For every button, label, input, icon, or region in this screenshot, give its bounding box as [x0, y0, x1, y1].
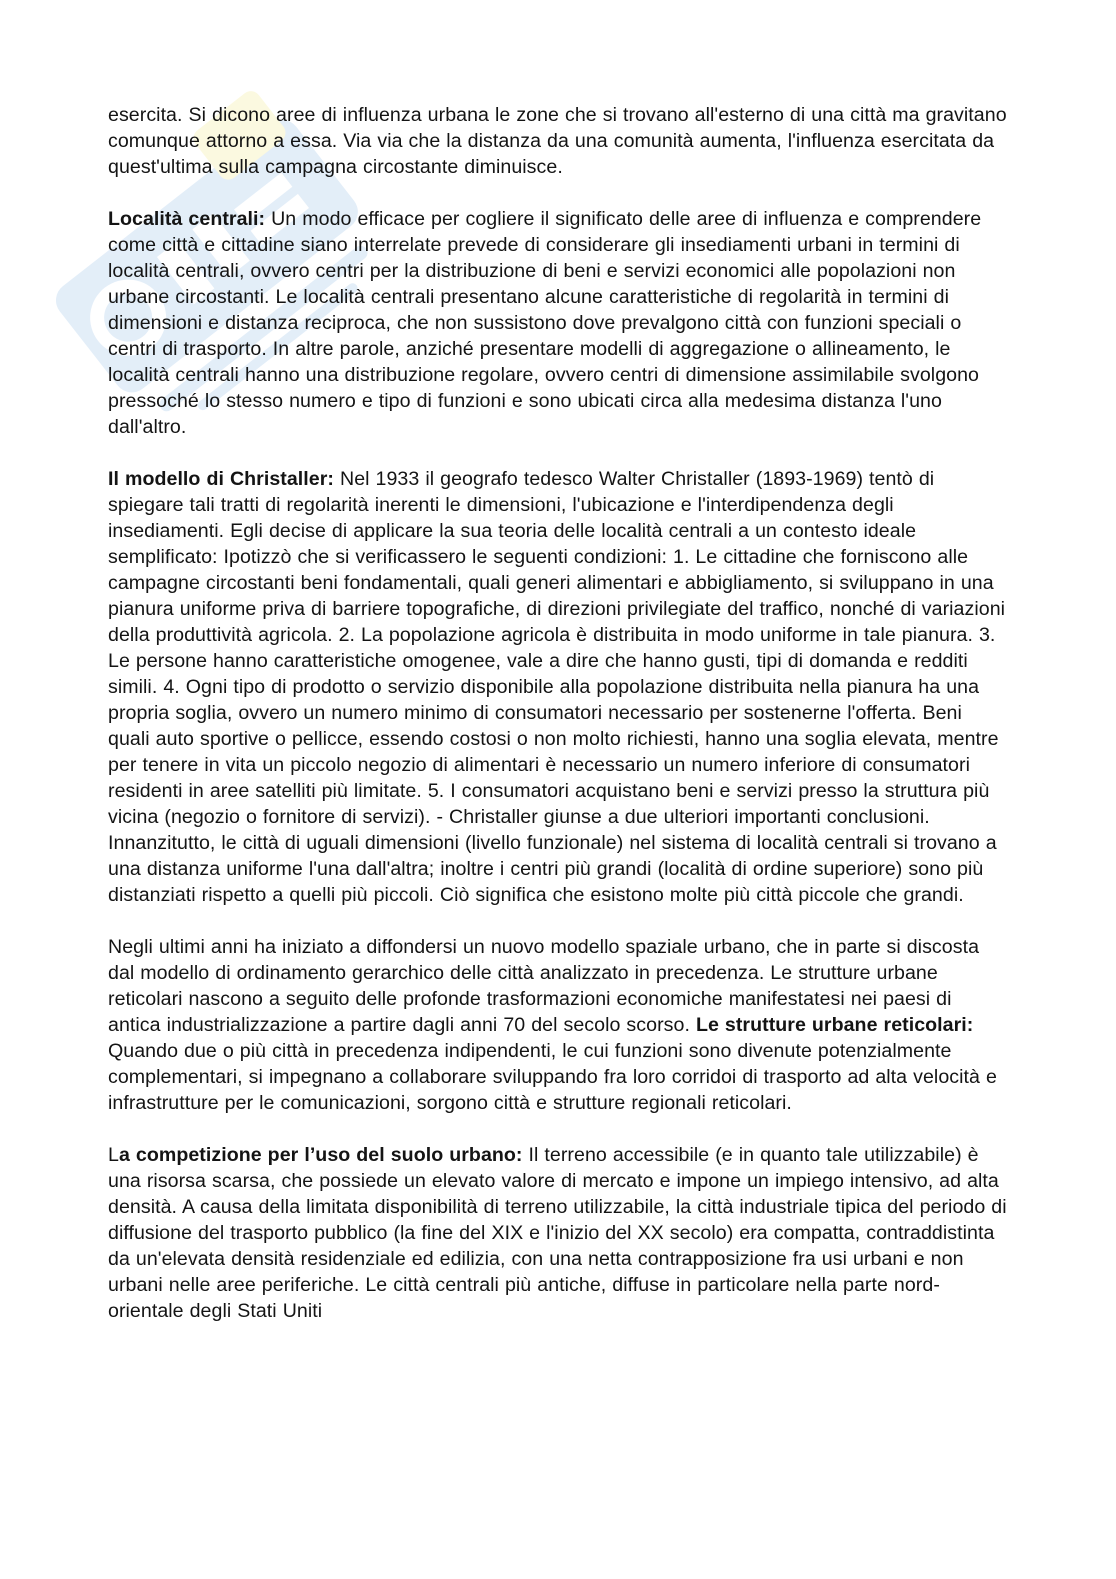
paragraph-localita-centrali	[108, 206, 1008, 440]
heading-christaller: Il modello di Christaller:	[108, 468, 334, 490]
document-body	[108, 102, 1008, 1350]
paragraph-competizione-suolo-text: Il terreno accessibile (e in quanto tale utilizzabile) è una risorsa scarsa, che possiede un elevato valore di mercato e impone un impiego intensivo, ad alta densità. A causa della limitata disponibilità di terreno utilizzabile, la città industriale tipica del periodo di diffusione del trasporto pubblico (la fine del XIX e l'inizio del XX secolo) era compatta, contraddistinta da un'elevata densità residenziale ed edilizia, con una netta contrapposizione fra usi urbani e non urbani nelle aree periferiche. Le città centrali più antiche, diffuse in particolare nella parte nord-orientale degli Stati Uniti	[108, 1144, 1007, 1322]
paragraph-strutture-intro-text: Negli ultimi anni ha iniziato a diffondersi un nuovo modello spaziale urbano, che in parte si discosta dal modello di ordinamento gerarchico delle città analizzato in precedenza. Le strutture urbane reticolari nascono a seguito delle profonde trasformazioni economiche manifestatesi nei paesi di antica industrializzazione a partire dagli anni 70 del secolo scorso.	[108, 936, 980, 1036]
paragraph-localita-centrali-text: Un modo efficace per cogliere il significato delle aree di influenza e comprendere come città e cittadine siano interrelate prevede di considerare gli insediamenti urbani in termini di località centrali, ovvero centri per la distribuzione di beni e servizi economici alle popolazioni non urbane circostanti. Le località centrali presentano alcune caratteristiche di regolarità in termini di dimensioni e distanza reciproca, che non sussistono dove prevalgono città con funzioni speciali o centri di trasporto. In altre parole, anziché presentare modelli di aggregazione o allineamento, le località centrali hanno una distribuzione regolare, ovvero centri di dimensione assimilabile svolgono pressoché lo stesso numero e tipo di funzioni e sono ubicati circa alla medesima distanza l'uno dall'altro.	[108, 208, 982, 438]
paragraph-influenza-text: esercita. Si dicono aree di influenza urbana le zone che si trovano all'esterno di una città ma gravitano comunque attorno a essa. Via via che la distanza da una comunità aumenta, l'influenza esercitata da quest'ultima sulla campagna circostante diminuisce.	[108, 104, 1007, 178]
paragraph-strutture-reticolari-text: Quando due o più città in precedenza indipendenti, le cui funzioni sono divenute potenzialmente complementari, si impegnano a collaborare sviluppando fra loro corridoi di trasporto ad alta velocità e infrastrutture per le comunicazioni, sorgono città e strutture regionali reticolari.	[108, 1040, 997, 1114]
heading-competizione-prefix: L	[108, 1144, 119, 1166]
heading-strutture-reticolari: Le strutture urbane reticolari:	[695, 1014, 974, 1036]
paragraph-christaller-text: Nel 1933 il geografo tedesco Walter Christaller (1893-1969) tentò di spiegare tali tratti di regolarità inerenti le dimensioni, l'ubicazione e l'interdipendenza degli insediamenti. Egli decise di applicare la sua teoria delle località centrali a un contesto ideale semplificato: Ipotizzò che si verificassero le seguenti condizioni: 1. Le cittadine che forniscono alle campagne circostanti beni fondamentali, quali generi alimentari e abbigliamento, si sviluppano in una pianura uniforme priva di barriere topografiche, di direzioni privilegiate del traffico, nonché di variazioni della produttività agricola. 2. La popolazione agricola è distribuita in modo uniforme in tale pianura. 3. Le persone hanno caratteristiche omogenee, vale a dire che hanno gusti, tipi di domanda e redditi simili. 4. Ogni tipo di prodotto o servizio disponibile alla popolazione distribuita nella pianura ha una propria soglia, ovvero un numero minimo di consumatori necessario per sostenerne l'offerta. Beni quali auto sportive o pellicce, essendo costosi o non molto richiesti, hanno una soglia elevata, mentre per tenere in vita un piccolo negozio di alimentari è necessario un numero inferiore di consumatori residenti in aree satelliti più limitate. 5. I consumatori acquistano beni e servizi presso la struttura più vicina (negozio o fornitore di servizi). - Christaller giunse a due ulteriori importanti conclusioni. Innanzitutto, le città di uguali dimensioni (livello funzionale) nel sistema di località centrali si trovano a una distanza uniforme l'una dall'altra; inoltre i centri più grandi (località di ordine superiore) sono più distanziati rispetto a quelli più piccoli. Ciò significa che esistono molte più città piccole che grandi.	[108, 468, 1006, 906]
heading-competizione-suolo: a competizione per l’uso del suolo urbano:	[118, 1144, 523, 1166]
heading-localita-centrali: Località centrali:	[108, 208, 266, 230]
paragraph-strutture-reticolari	[108, 934, 1008, 1116]
paragraph-influenza	[108, 102, 1008, 180]
paragraph-competizione-suolo	[108, 1142, 1008, 1324]
paragraph-christaller	[108, 466, 1008, 908]
